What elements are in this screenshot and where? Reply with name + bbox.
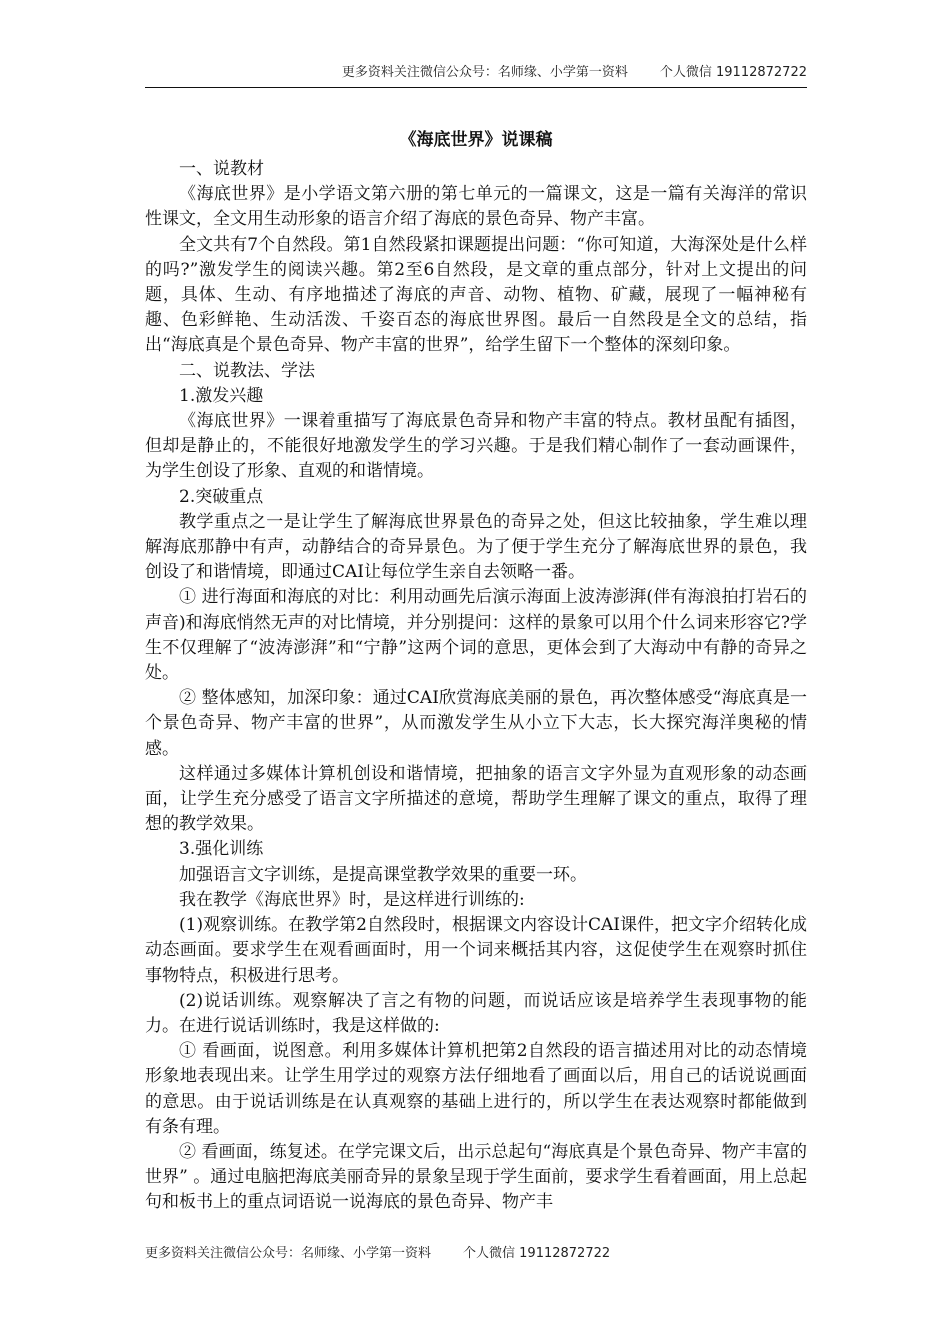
- page-footer: [145, 1243, 610, 1265]
- paragraph: ① 进行海面和海底的对比：利用动画先后演示海面上波涛澎湃(伴有海浪拍打岩石的声音)和海底悄然无声的对比情境，并分别提问：这样的景象可以用个什么词来形容它?学生不仅理解了“波涛澎湃”和“宁静”这两个词的意思，更体会到了大海动中有静的奇异之处。: [145, 587, 807, 684]
- document-body: [145, 123, 807, 1216]
- paragraph: 这样通过多媒体计算机创设和谐情境，把抽象的语言文字外显为直观形象的动态画面，让学生充分感受了语言文字所描述的意境，帮助学生理解了课文的重点，取得了理想的教学效果。: [145, 763, 807, 835]
- header-personal-wechat: 个人微信 19112872722: [659, 65, 807, 80]
- paragraph: 我在教学《海底世界》时，是这样进行训练的:: [179, 889, 525, 910]
- subheading: 1.激发兴趣: [179, 385, 264, 406]
- paragraph: 教学重点之一是让学生了解海底世界景色的奇异之处，但这比较抽象，学生难以理解海底那静中有声，动静结合的奇异景色。为了便于学生充分了解海底世界的景色，我创设了和谐情境，即通过CAI让每位学生亲自去领略一番。: [145, 511, 807, 583]
- paragraph: (1)观察训练。在教学第2自然段时，根据课文内容设计CAI课件，把文字介绍转化成动态画面。要求学生在观看画面时，用一个词来概括其内容，这促使学生在观察时抓住事物特点，积极进行思考。: [145, 915, 807, 986]
- subheading: 3.强化训练: [179, 839, 264, 860]
- footer-personal-wechat: 个人微信 19112872722: [463, 1246, 611, 1261]
- paragraph: ② 整体感知，加深印象：通过CAI欣赏海底美丽的景色，再次整体感受“海底真是一个景色奇异、物产丰富的世界”，从而激发学生从小立下大志，长大探究海洋奥秘的情感。: [145, 688, 807, 759]
- paragraph: 全文共有7个自然段。第1自然段紧扣课题提出问题：“你可知道，大海深处是什么样的吗?”激发学生的阅读兴趣。第2至6自然段，是文章的重点部分，针对上文提出的问题，具体、生动、有序地描述了海底的声音、动物、植物、矿藏，展现了一幅神秘有趣、色彩鲜艳、生动活泼、千姿百态的海底世界图。最后一自然段是全文的总结，指出“海底真是个景色奇异、物产丰富的世界”，给学生留下一个整体的深刻印象。: [145, 234, 807, 356]
- footer-wechat-account: 更多资料关注微信公众号：名师缘、小学第一资料: [145, 1246, 432, 1261]
- paragraph: ② 看画面，练复述。在学完课文后，出示总起句“海底真是个景色奇异、物产丰富的世界” 。通过电脑把海底美丽奇异的景象呈现于学生面前，要求学生看着画面，用上总起句和板书上的重点词语说一说海底的景色奇异、物产丰: [145, 1141, 807, 1213]
- heading-section-1: 一、说教材: [179, 159, 264, 179]
- header-divider: [145, 87, 807, 88]
- paragraph: 《海底世界》是小学语文第六册的第七单元的一篇课文，这是一篇有关海洋的常识性课文，全文用生动形象的语言介绍了海底的景色奇异、物产丰富。: [145, 184, 807, 230]
- paragraph: 加强语言文字训练，是提高课堂教学效果的重要一环。: [179, 864, 587, 885]
- page-header: [145, 62, 807, 84]
- subheading: 2.突破重点: [179, 486, 264, 507]
- header-wechat-account: 更多资料关注微信公众号：名师缘、小学第一资料: [341, 65, 628, 80]
- heading-section-2: 二、说教法、学法: [179, 360, 315, 381]
- paragraph: ① 看画面，说图意。利用多媒体计算机把第2自然段的语言描述用对比的动态情境形象地表现出来。让学生用学过的观察方法仔细地看了画面以后，用自己的话说说画面的意思。由于说话训练是在认真观察的基础上进行的，所以学生在表达观察时都能做到有条有理。: [145, 1041, 807, 1137]
- paragraph: 《海底世界》一课着重描写了海底景色奇异和物产丰富的特点。教材虽配有插图，但却是静止的，不能很好地激发学生的学习兴趣。于是我们精心制作了一套动画课件，为学生创设了形象、直观的和谐情境。: [145, 411, 807, 482]
- document-title: 《海底世界》说课稿: [399, 130, 553, 150]
- paragraph: (2)说话训练。观察解决了言之有物的问题，而说话应该是培养学生表现事物的能力。在进行说话训练时，我是这样做的:: [145, 990, 807, 1036]
